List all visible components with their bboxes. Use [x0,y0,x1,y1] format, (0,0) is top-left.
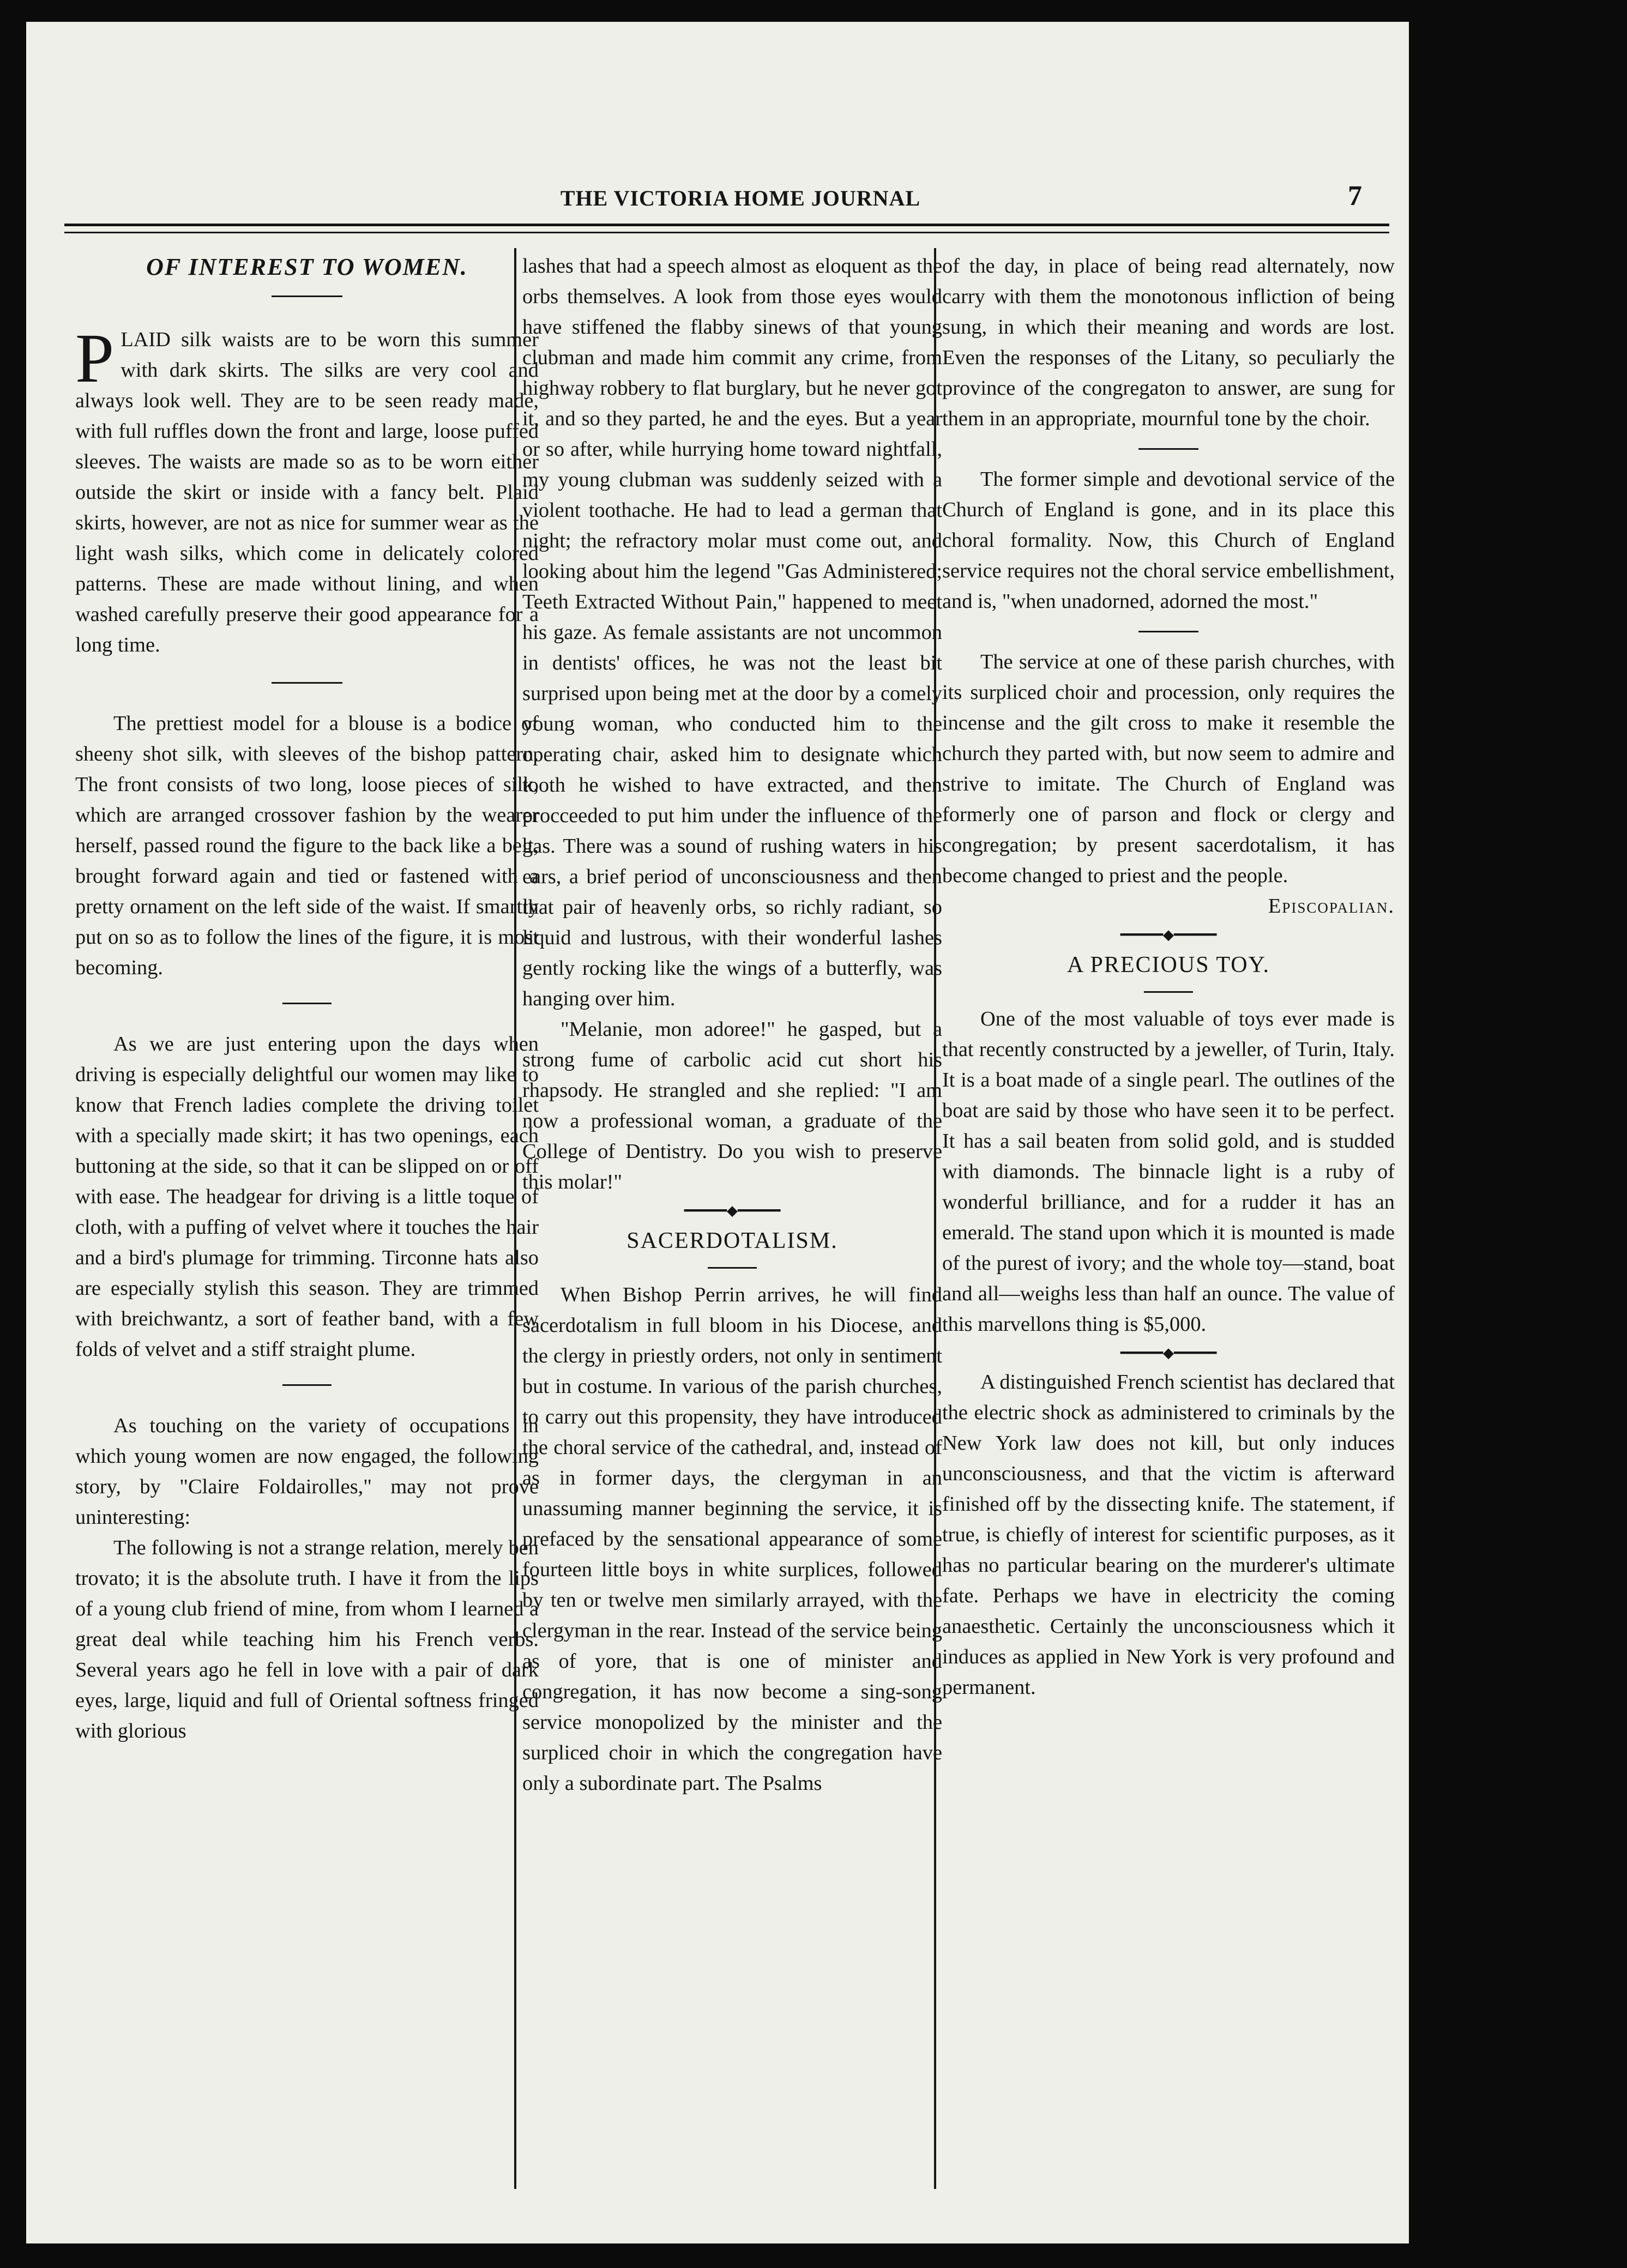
journal-title: THE VICTORIA HOME JOURNAL [560,186,921,210]
article-heading-sacerdotalism: SACERDOTALISM. [626,1228,838,1253]
header-rule-bottom [64,232,1389,233]
article-paragraph [75,319,539,660]
article-paragraph: A distinguished French scientist has declared that the electric shock as administered to criminals by the New York law does not kill, but only induces unconsciousness, and that the victim is afterward finished off by the dissecting knife. The statement, if true, is chiefly of interest for scientific purposes, as it has no particular bearing on the murderer's ultimate fate. Perhaps we have in electricity the coming anaesthetic. Certainly the unconsciousness which it induces as applied in New York is very profound and permanent. [942,1371,1395,1699]
article-paragraph: As we are just entering upon the days when driving is especially delightful our women may like to know that French ladies complete the driving toilet with a specially made skirt; it has two openings, each buttoning at the side, so that it can be slipped on or off with ease. The headgear for driving is a little toque of cloth, with a puffing of velvet where it touches the hair and a bird's plumage for trimming. Tirconne hats also are especially stylish this season. They are trimmed with breichwantz, a sort of feather band, with a few folds of velvet and a stiff straight plume. [75,1033,539,1361]
article-paragraph: When Bishop Perrin arrives, he will find sacerdotalism in full bloom in his Diocese, and the clergy in priestly orders, not only in sentiment but in costume. In various of the parish churches, to carry out this propensity, they have introduced the choral service of the cathedral, and, instead of as in former days, the clergyman in an unassuming manner beginning the service, it is prefaced by the sensational appearance of some fourteen little boys in white surplices, followed by ten or twelve men similarly arrayed, with the clergyman in the rear. Instead of the service being as of yore, that is one of minister and congregation, it has now become a sing-song service monopolized by the minister and the surpliced choir in which the congregation have only a subordinate part. The Psalms [522,1283,942,1795]
section-ornament: ━━━━━◆━━━━━ [684,1203,781,1219]
paragraph-separator [282,1384,332,1386]
article-paragraph [942,647,1395,921]
heading-separator [272,295,342,297]
heading-separator [708,1267,757,1269]
paragraph-text: The service at one of these parish churches, with its surpliced choir and procession, only requires the incense and the gilt cross to make it resemble the church they parted with, but now seem to admire and strive to imitate. The Church of England was formerly one of parson and flock or clergy and congregation; by present sacerdotalism, it has become changed to priest and the people. [942,650,1395,887]
column-3 [942,251,1395,2181]
paragraph-separator [282,1003,332,1004]
section-ornament: ━━━━━◆━━━━━ [1120,927,1217,943]
column-2 [522,251,942,2181]
paragraph-separator [1138,448,1198,450]
section-ornament: ━━━━━◆━━━━━ [1120,1345,1217,1361]
article-paragraph: The prettiest model for a blouse is a bodice of sheeny shot silk, with sleeves of the bishop pattern. The front consists of two long, loose pieces of silk, which are arranged crossover fashion by the wearer herself, passed round the figure to the back like a belt, brought forward again and tied or fastened with a pretty ornament on the left side of the waist. If smartly put on so as to follow the lines of the figure, it is most becoming. [75,712,539,979]
author-signature: Episcopalian. [1268,895,1395,918]
article-paragraph: One of the most valuable of toys ever made is that recently constructed by a jeweller, of Turin, Italy. It is a boat made of a single pearl. The outlines of the boat are said by those who have seen it to be perfect. It has a sail beaten from solid gold, and is studded with diamonds. The binnacle light is a ruby of wonderful brilliance, and for a rudder it has an emerald. The stand upon which it is mounted is made of the purest of ivory; and the whole toy—stand, boat and all—weighs less than half an ounce. The value of this marvellons thing is $5,000. [942,1008,1395,1336]
article-paragraph: The former simple and devotional service of the Church of England is gone, and in its place this choral formality. Now, this Church of England service requires not the choral service embellishment, and is, "when unadorned, adorned the most." [942,468,1395,613]
article-paragraph: As touching on the variety of occupations in which young women are now engaged, the following story, by "Claire Foldairolles," may not prove uninteresting: [75,1414,539,1529]
column-1 [75,251,539,2181]
paragraph-separator [272,682,342,684]
article-paragraph: "Melanie, mon adoree!" he gasped, but a strong fume of carbolic acid cut short his rhapsody. He strangled and she replied: "I am now a professional woman, a graduate of the College of Dentistry. Do you wish to preserve this molar!" [522,1018,942,1193]
page-number: 7 [1348,180,1362,212]
newspaper-page [26,22,1409,2243]
drop-cap: P [75,319,115,397]
article-paragraph: The following is not a strange relation, merely ben trovato; it is the absolute truth. I have it from the lips of a young club friend of mine, from whom I learned a great deal while teaching him his French verbs. Several years ago he fell in love with a pair of dark eyes, large, liquid and full of Oriental softness fringed with glorious [75,1536,539,1742]
page-header [108,180,1373,218]
paragraph-separator [1138,631,1198,632]
heading-separator [1144,991,1193,993]
article-paragraph: of the day, in place of being read alternately, now carry with them the monotonous infliction of being sung, in which their meaning and words are lost. Even the responses of the Litany, so peculiarly the province of the congregaton to answer, are sung for them in an appropriate, mournful tone by the choir. [942,255,1395,430]
header-rule-top [64,224,1389,226]
article-heading-a-precious-toy: A PRECIOUS TOY. [1067,952,1270,978]
paragraph-text: LAID silk waists are to be worn this summer with dark skirts. The silks are very cool and always look well. They are to be seen ready made, with full ruffles down the front and large, loose puffed sleeves. The waists are made so as to be worn either outside the skirt or inside with a fancy belt. Plaid skirts, however, are not as nice for summer wear as the light wash silks, which come in delicately colored patterns. These are made without lining, and when washed carefully preserve their good appearance for a long time. [75,328,539,656]
article-heading-of-interest-to-women: OF INTEREST TO WOMEN. [146,254,468,280]
article-paragraph: lashes that had a speech almost as eloquent as the orbs themselves. A look from those eyes would have stiffened the flabby sinews of that young clubman and made him commit any crime, from highway robbery to flat burglary, but he never got it, and so they parted, he and the eyes. But a year or so after, while hurrying home toward nightfall, my young clubman was suddenly seized with a violent toothache. He had to lead a german that night; the refractory molar must come out, and looking about him the legend "Gas Administered; Teeth Extracted Without Pain," happened to meet his gaze. As female assistants are not uncommon in dentists' offices, he was not the least bit surprised upon being met at the door by a comely young woman, who conducted him to the operating chair, asked him to designate which tooth he wished to have extracted, and then procceeded to put him under the influence of the gas. There was a sound of rushing waters in his ears, a brief period of unconsciousness and then that pair of heavenly orbs, so richly radiant, so liquid and lustrous, with their wonderful lashes gently rocking like the wings of a butterfly, was hanging over him. [522,255,942,1010]
